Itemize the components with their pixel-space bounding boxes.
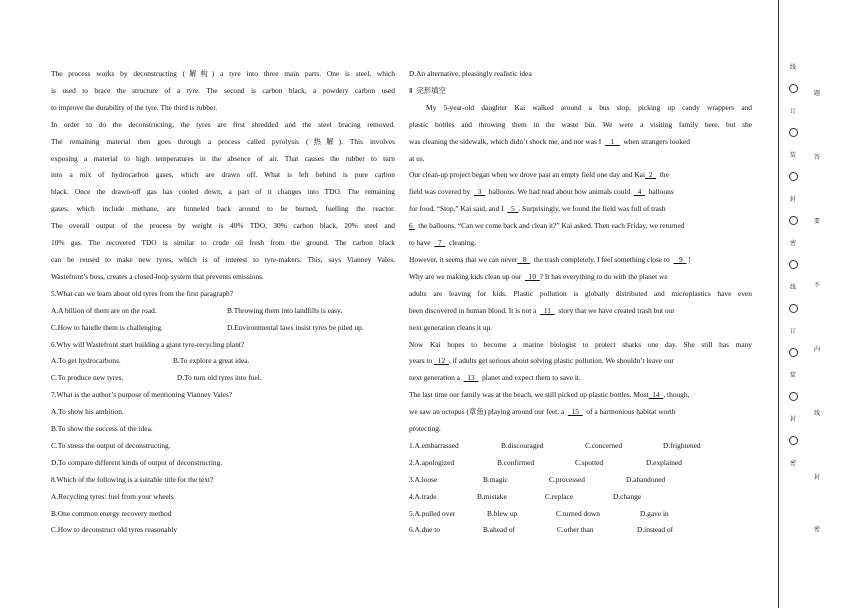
option-a: 1.A.embarrassed <box>409 440 459 450</box>
option-c: C.concerned <box>585 440 623 450</box>
binding-hole-icon <box>789 392 798 401</box>
option-a: A.A billion of them are on the road. <box>51 305 157 315</box>
option-b: B.mistake <box>477 491 507 501</box>
text-fragment: years to <box>409 356 433 366</box>
blank-number: 13 <box>467 373 475 383</box>
text-fragment: Our clean-up project began when we drove past an empty field one day and Kai <box>409 170 646 180</box>
text-fragment: . Surprisingly, we found the field was full of trash <box>518 204 666 214</box>
option-a: A.To show his ambition. <box>51 407 124 417</box>
option-d: D.gave in <box>640 508 669 518</box>
section-heading <box>409 83 752 100</box>
blank-number: 7 <box>437 238 442 248</box>
paragraph-line: protecting. <box>409 424 441 434</box>
section-number: Ⅱ <box>409 85 413 95</box>
binding-char: 装 <box>789 152 796 159</box>
binding-hole-icon <box>789 260 798 269</box>
option-c: C.spotted <box>575 457 604 467</box>
option-d: D.abandoned <box>626 474 666 484</box>
text-fragment: planet and expect them to save it. <box>482 373 581 383</box>
cloze-blank <box>673 255 686 264</box>
paragraph-line <box>409 269 752 286</box>
text-fragment: for food. “Stop,” Kai said, and I <box>409 204 504 214</box>
option-row <box>409 489 752 506</box>
cloze-blank <box>434 356 449 365</box>
option-row <box>51 353 395 370</box>
option-c: C.To stress the output of deconstructing. <box>51 440 171 450</box>
binding-char: 装 <box>789 372 796 379</box>
text-fragment: story that we have created trash but our <box>558 305 675 315</box>
paragraph-line: The remaining material then goes through a process called pyrolysis (热解). This involves <box>51 136 395 146</box>
paragraph-line <box>409 235 752 252</box>
text-fragment: The last time our family was at the beach, we still picked up plastic bottles. Most <box>409 390 649 400</box>
binding-char: 线 <box>789 64 796 71</box>
option-row <box>409 455 752 472</box>
paragraph-line <box>409 218 752 235</box>
option-c: C.How to deconstruct old tyres reasonably <box>51 525 178 535</box>
binding-char: 不 <box>813 281 820 289</box>
cloze-blank <box>645 170 656 179</box>
option-c: C.To produce new tyres. <box>51 373 124 383</box>
paragraph-line <box>409 303 752 320</box>
question-stem: 7.What is the author’s purpose of mentioning Vianney Vales? <box>51 390 233 400</box>
section-title: 完形填空 <box>416 85 446 95</box>
blank-number: 8 <box>522 254 527 264</box>
paragraph-line <box>409 387 752 404</box>
option-a: 5.A.pulled over <box>409 508 456 518</box>
binding-char: 订 <box>789 108 796 115</box>
question-stem: 5.What can we learn about old tyres from the first paragraph? <box>51 288 234 298</box>
cloze-blank <box>409 221 415 230</box>
text-fragment: balloons <box>648 187 674 197</box>
blank-number: 14 <box>652 390 660 400</box>
blank-number: 3 <box>477 187 482 197</box>
option-c: C.replace <box>545 491 574 501</box>
blank-number: 9 <box>678 254 683 264</box>
paragraph-line: at us. <box>409 153 425 163</box>
paragraph-line: 10% gas. The recovered TDO is similar to crude oil fresh from the ground. The carbon black <box>51 238 395 248</box>
binding-line <box>778 0 779 608</box>
blank-number: 4 <box>637 187 642 197</box>
blank-number: 2 <box>648 170 653 180</box>
text-fragment: was cleaning the sidewalk, which didn’t shock me, and nor was I <box>409 136 602 146</box>
text-fragment: cleaning. <box>449 238 476 248</box>
binding-hole-icon <box>789 348 798 357</box>
option-row <box>409 522 752 539</box>
option-d: D.change <box>613 491 642 501</box>
paragraph-line: The overall output of the process by weight is 40% TDO, 30% carbon black, 20% steel and <box>51 221 395 231</box>
paragraph-line: gases, which include methane, are funneled back around to be burned, fuelling the reactor. <box>51 204 395 214</box>
paragraph-line <box>409 353 752 370</box>
paragraph-line: black. Once the drawn-off gas has cooled down, a part of it changes into TDO. The remaining <box>51 187 395 197</box>
text-fragment: balloons. We had read about how animals could <box>488 187 631 197</box>
option-a: A.Recycling tyres: fuel from your wheels <box>51 491 174 501</box>
cloze-blank <box>464 373 479 382</box>
paragraph-line: next generation cleans it up. <box>409 322 493 332</box>
text-fragment: , if adults get serious about solving plastic pollution. We shouldn’t leave our <box>448 356 674 366</box>
cloze-blank <box>474 187 485 196</box>
option-c: C.processed <box>549 474 585 484</box>
option-b: B.ahead of <box>483 525 516 535</box>
text-fragment: next generation a <box>409 373 460 383</box>
paragraph-line: Wastefront’s boss, creates a closed-loop system that prevents emissions. <box>51 271 264 281</box>
blank-number: 1 <box>610 136 615 146</box>
option-d: D.To turn old tyres into fuel. <box>177 373 262 383</box>
reading-passage-column <box>51 66 395 539</box>
text-fragment: of a harmonious habitat worth <box>586 407 676 417</box>
paragraph-line: exposing a material to high temperatures in the absence of air. That causes the rubber to turn <box>51 153 395 163</box>
option-d: D.instead of <box>637 525 674 535</box>
binding-hole-icon <box>789 128 798 137</box>
paragraph-line: plastic bottles and throwing them in the waste bin. We were a visiting family here, but she <box>409 119 752 129</box>
option-b: B.blew up <box>487 508 518 518</box>
option-d: D.explained <box>646 457 682 467</box>
option-row <box>409 472 752 489</box>
option-row <box>51 370 395 387</box>
option-b: B.confirmed <box>497 457 535 467</box>
option-row <box>409 438 752 455</box>
binding-margin-inner <box>810 60 824 548</box>
cloze-blank <box>434 238 445 247</box>
cloze-blank <box>568 407 583 416</box>
binding-char: 线 <box>813 409 820 417</box>
option-b: B.To show the success of the idea. <box>51 424 153 434</box>
paragraph-line <box>409 404 752 421</box>
binding-char: 要 <box>813 217 820 225</box>
paragraph-line: Now Kai hopes to become a marine biologist to protect sharks one day. She still has many <box>409 339 752 349</box>
text-fragment: the trash completely. I feel something close to <box>533 254 670 264</box>
paragraph-line: into a mix of hydrocarbon gases, which are drawn off. What is left behind is pure carbon <box>51 170 395 180</box>
option-a: 3.A.loose <box>409 474 438 484</box>
cloze-blank <box>649 390 664 399</box>
binding-char: 题 <box>813 89 820 97</box>
cloze-blank <box>517 255 530 264</box>
cloze-blank <box>605 137 620 146</box>
blank-number: 15 <box>571 407 579 417</box>
paragraph-line: adults are leaving for kids. Plastic pollution is globally distributed and microplastics have even <box>409 288 752 298</box>
option-a: 2.A.apologized <box>409 457 455 467</box>
cloze-column <box>409 66 752 539</box>
text-fragment: However, it seems that we can never <box>409 254 518 264</box>
cloze-blank <box>525 272 540 281</box>
binding-char: 封 <box>813 473 820 481</box>
option-b: B.One common energy recovery method <box>51 508 172 518</box>
text-fragment: been discovered in human blood. It is not a <box>409 305 537 315</box>
text-fragment: to have <box>409 238 431 248</box>
paragraph-line: In order to do the deconstructing, the tyres are first shredded and the steel bracing removed. <box>51 119 395 129</box>
binding-char: 密 <box>789 240 796 247</box>
blank-number: 11 <box>543 305 551 315</box>
paragraph-line <box>409 252 752 269</box>
option-c: C.turned down <box>556 508 600 518</box>
paragraph-line: My 5-year-old daughter Kai walked around a bus stop, picking up candy wrappers and <box>426 102 752 112</box>
text-fragment: ? It has everything to do with the planet we <box>539 271 668 281</box>
blank-number: 5 <box>511 204 515 214</box>
cloze-blank <box>634 187 645 196</box>
paragraph-line <box>409 134 752 151</box>
question-stem: 6.Why will Wastefront start building a giant tyre-recycling plant? <box>51 339 245 349</box>
text-fragment: , though, <box>663 390 690 400</box>
text-fragment: ! <box>688 254 691 264</box>
binding-char: 内 <box>813 345 820 353</box>
option-b: B.To explore a great idea. <box>173 356 250 366</box>
text-fragment: we saw an octopus (章鱼) playing around our feet, a <box>409 407 565 417</box>
text-fragment: Why are we making kids clean up our <box>409 271 522 281</box>
option-row <box>51 303 395 320</box>
text-fragment: the <box>659 170 669 180</box>
cloze-blank <box>540 306 555 315</box>
binding-hole-icon <box>789 172 798 181</box>
binding-char: 答 <box>813 153 820 161</box>
binding-char: 线 <box>789 284 796 291</box>
option-row <box>409 506 752 523</box>
option-b: B.magic <box>483 474 508 484</box>
binding-char: 订 <box>789 328 796 335</box>
option-d: D.An alternative, pleasingly realistic idea <box>409 69 532 78</box>
option-c: C.How to handle them is challenging. <box>51 322 163 332</box>
option-d: D.Environmental laws insist tyres be piled up. <box>227 322 364 332</box>
binding-hole-icon <box>789 216 798 225</box>
option-a: 4.A.trade <box>409 491 437 501</box>
option-a: A.To get hydrocarbons. <box>51 356 121 366</box>
option-b: B.discouraged <box>501 440 544 450</box>
paragraph-line <box>409 201 752 218</box>
option-b: B.Throwing them into landfills is easy. <box>227 305 343 315</box>
binding-hole-icon <box>789 304 798 313</box>
option-d: D.To compare different kinds of output of deconstructing. <box>51 457 223 467</box>
paragraph-line <box>409 370 752 387</box>
binding-hole-icon <box>789 436 798 445</box>
binding-char: 封 <box>789 416 796 423</box>
option-c: C.other than <box>557 525 594 535</box>
paragraph-line <box>409 167 752 184</box>
text-fragment: the balloons. “Can we come back and clean it?” Kai asked. Then each Friday, we returned <box>418 221 685 231</box>
option-d: D.frightened <box>663 440 701 450</box>
blank-number: 6 <box>409 221 413 231</box>
blank-number: 12 <box>437 356 446 366</box>
paragraph-line: can be reused to make new tyres, which is of interest to tyre-makers. This, says Vianney Vales, <box>51 254 395 264</box>
text-fragment: field was covered by <box>409 187 471 197</box>
binding-char: 密 <box>813 525 820 533</box>
binding-hole-icon <box>789 84 798 93</box>
binding-margin-outer <box>786 56 800 473</box>
binding-char: 密 <box>789 460 796 467</box>
question-stem: 8.Which of the following is a suitable title for the text? <box>51 474 214 484</box>
binding-char: 封 <box>789 196 796 203</box>
cloze-blank <box>507 204 518 213</box>
option-a: 6.A.due to <box>409 525 440 535</box>
text-fragment: when strangers looked <box>623 136 690 146</box>
option-row <box>51 320 395 337</box>
paragraph-line: is used to brace the structure of a tyre. The second is carbon black, a powdery carbon used <box>51 85 395 95</box>
paragraph-line: The process works by deconstructing (解构) a tyre into three main parts. One is steel, which <box>51 69 395 78</box>
paragraph-line: to improve the durability of the tyre. The third is rubber. <box>51 102 218 112</box>
paragraph-line <box>409 184 752 201</box>
blank-number: 10 <box>528 271 537 281</box>
